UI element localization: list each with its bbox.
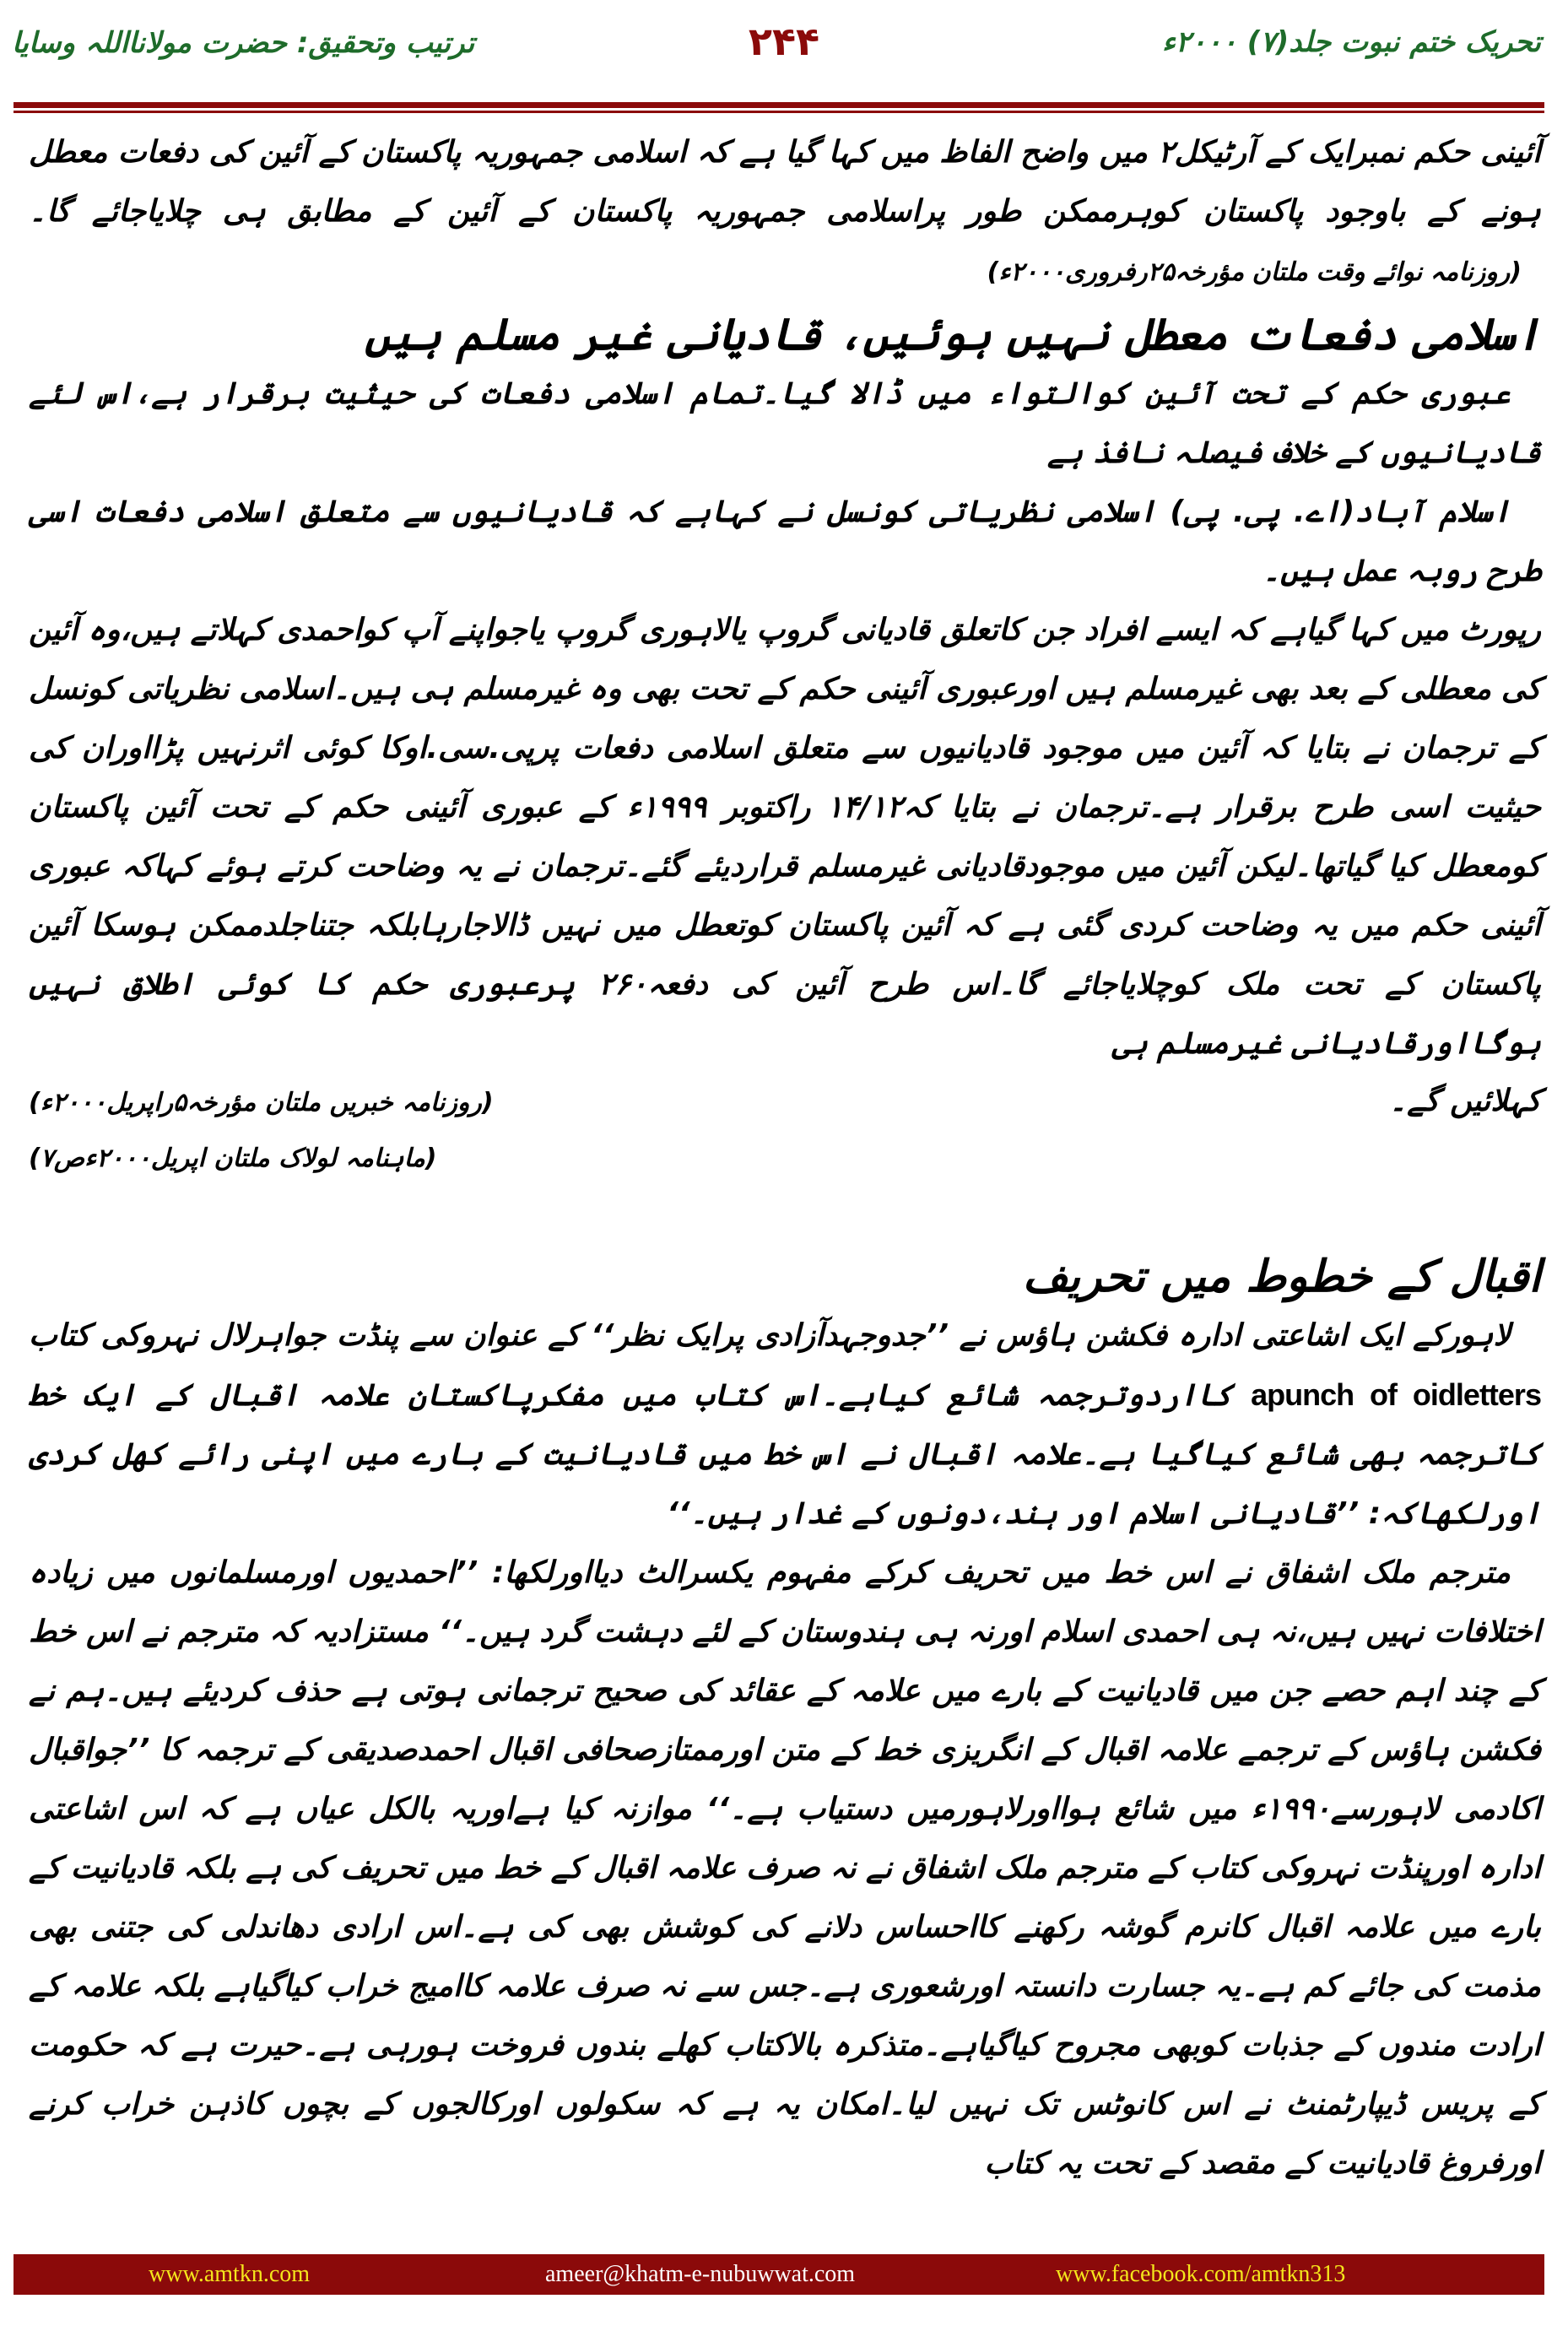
compiler-credit: ترتیب وتحقیق: حضرت مولانااللہ وسایا: [12, 26, 475, 60]
intro-text: آئینی حکم نمبرایک کے آرٹیکل۲ میں واضح الفاظ میں کہا گیا ہے کہ اسلامی جمہوریہ پاکستان کے آئین کی دفعات معطل ہونے کے باوجود پاکستان کوہرممکن طور پراسلامی جمہوریہ پاکستان کے آئین کے مطابق ہی چلایاجائے گا۔: [29, 135, 1541, 229]
report-paragraph-end: کہلائیں گے۔: [1389, 1084, 1541, 1118]
header-rule-thick: [14, 102, 1544, 108]
website-link[interactable]: www.amtkn.com: [149, 2261, 311, 2287]
footer-bar: [14, 2254, 1544, 2295]
report-paragraph: رپورٹ میں کہا گیاہے کہ ایسے افراد جن کاتعلق قادیانی گروپ یالاہوری گروپ یاجواپنے آپ کواحمدی کہلاتے ہیں،وہ آئین کی معطلی کے بعد بھی غیرمسلم ہیں اورعبوری آئینی حکم کے تحت بھی وہ غیرمسلم ہی ہیں۔اسلامی نظریاتی کونسل کے ترجمان نے بتایا کہ آئین میں موجود قادیانیوں سے متعلق اسلامی دفعات پرپی.سی.اوکا کوئی اثرنہیں پڑااوران کی حیثیت اسی طرح برقرار ہے۔ترجمان نے بتایا کہ۱۴/۱۲ راکتوبر ۱۹۹۹ء کے عبوری آئینی حکم کے تحت آئین پاکستان کومعطل کیا گیاتھا۔لیکن آئین میں موجودقادیانی غیرمسلم قراردیئے گئے۔ترجمان نے یہ وضاحت کرتے ہوئے کہاکہ عبوری آئینی حکم میں یہ وضاحت کردی گئی ہے کہ آئین پاکستان کوتعطل میں نہیں ڈالاجارہابلکہ جتناجلدممکن ہوسکا آئین پاکستان کے تحت ملک کوچلایاجائے گا۔اس طرح آئین کی دفعہ۲۶۰ پرعبوری حکم کا کوئی اطلاق نہیں ہوگااورقادیانی غیرمسلم ہی: [29, 613, 1542, 1061]
page-header: [0, 0, 1568, 118]
intro-paragraph: [29, 123, 1541, 302]
email-link[interactable]: ameer@khatm-e-nubuwwat.com: [545, 2261, 856, 2287]
section-heading-islamic-clauses: اسلامی دفعات معطل نہیں ہوئیں، قادیانی غیر مسلم ہیں: [364, 310, 1541, 360]
page-number: ۲۴۴: [748, 19, 820, 64]
page-content: [29, 123, 1541, 2241]
facebook-link[interactable]: www.facebook.com/amtkn313: [1056, 2261, 1346, 2287]
translator-paragraph: مترجم ملک اشفاق نے اس خط میں تحریف کرکے مفہوم یکسرالٹ دیااورلکھا: ’’احمدیوں اورمسلمانوں میں زیادہ اختلافات نہیں ہیں،نہ ہی احمدی اسلام اورنہ ہی ہندوستان کے لئے دہشت گرد ہیں۔‘‘ مستزادیہ کہ مترجم نے اس خط کے چند اہم حصے جن میں قادیانیت کے بارے میں علامہ کے عقائد کی صحیح ترجمانی ہوتی ہے حذف کردیئے ہیں۔ہم نے فکشن ہاؤس کے ترجمے علامہ اقبال کے انگریزی خط کے متن اورممتازصحافی اقبال احمدصدیقی کے ترجمہ کا ’’جواقبال اکادمی لاہورسے۱۹۹۰ء میں شائع ہوااورلاہورمیں دستیاب ہے۔‘‘ موازنہ کیا ہےاوریہ بالکل عیاں ہے کہ اس اشاعتی ادارہ اورپنڈت نہروکی کتاب کے مترجم ملک اشفاق نے نہ صرف علامہ اقبال کے خط میں تحریف کی ہے بلکہ قادیانیت کے بارے میں علامہ اقبال کانرم گوشہ رکھنے کااحساس دلانے کی کوشش بھی کی ہے۔اس ارادی دھاندلی کی جتنی بھی مذمت کی جائے کم ہے۔یہ جسارت دانستہ اورشعوری ہے۔جس سے نہ صرف علامہ کاامیج خراب کیاگیاہے بلکہ علامہ کے ارادت مندوں کے جذبات کوبھی مجروح کیاگیاہے۔متذکرہ بالاکتاب کھلے بندوں فروخت ہورہی ہے۔حیرت ہے کہ حکومت کے پریس ڈیپارٹمنٹ نے اس کانوٹس تک نہیں لیا۔امکان یہ ہے کہ سکولوں اورکالجوں کے بچوں کاذہن خراب کرنے اورفروغ قادیانیت کے مقصد کے تحت یہ کتاب: [29, 1555, 1542, 2181]
section-spacer: [29, 1190, 1541, 1244]
header-rule-thin: [14, 111, 1544, 113]
fiction-house-paragraph: [29, 1306, 1541, 1544]
summary-paragraph: عبوری حکم کے تحت آئین کوالتواء میں ڈالا گیا۔تمام اسلامی دفعات کی حیثیت برقرار ہے،اس لئے قادیانیوں کے خلاف فیصلہ نافذ ہے: [29, 376, 1541, 470]
fiction-house-text-1: لاہورکے ایک اشاعتی ادارہ فکشن ہاؤس نے ’’جدوجہدآزادی پرایک نظر‘‘ کے عنوان سے پنڈت جواہرلال نہروکی کتاب: [29, 1318, 1511, 1353]
islamabad-paragraph: اسلام آباد(اے. پی. پی) اسلامی نظریاتی کونسل نے کہاہے کہ قادیانیوں سے متعلق اسلامی دفعات اسی طرح روبہ عمل ہیں۔: [29, 495, 1541, 588]
monthly-source: (ماہنامہ لولاک ملتان اپریل۲۰۰۰ءص۷): [29, 1144, 437, 1173]
book-title: تحریک ختم نبوت جلد(۷) ۲۰۰۰ء: [1161, 25, 1541, 59]
fiction-house-text-2: کااردوترجمہ شائع کیاہے۔اس کتاب میں مفکرپاکستان علامہ اقبال کے ایک خط کاترجمہ بھی شائع کیاگیا ہے۔علامہ اقبال نے اس خط میں قادیانیت کے بارے میں اپنی رائے کھل کردی اورلکھاکہ: ’’قادیانی اسلام اور ہند،دونوں کے غدار ہیں۔‘‘: [29, 1378, 1541, 1531]
intro-source: (روزنامہ نوائے وقت ملتان مؤرخہ۲۵رفروری۲۰۰۰ء): [987, 257, 1522, 287]
report-paragraph-end-row: [29, 1074, 1541, 1131]
report-source: (روزنامہ خبریں ملتان مؤرخہ۵راپریل۲۰۰۰ء): [29, 1088, 494, 1117]
monthly-source-row: [29, 1131, 1541, 1190]
english-book-title: apunch of oidletters: [1251, 1377, 1541, 1412]
section-heading-iqbal-letters: اقبال کے خطوط میں تحریف: [1022, 1252, 1541, 1302]
